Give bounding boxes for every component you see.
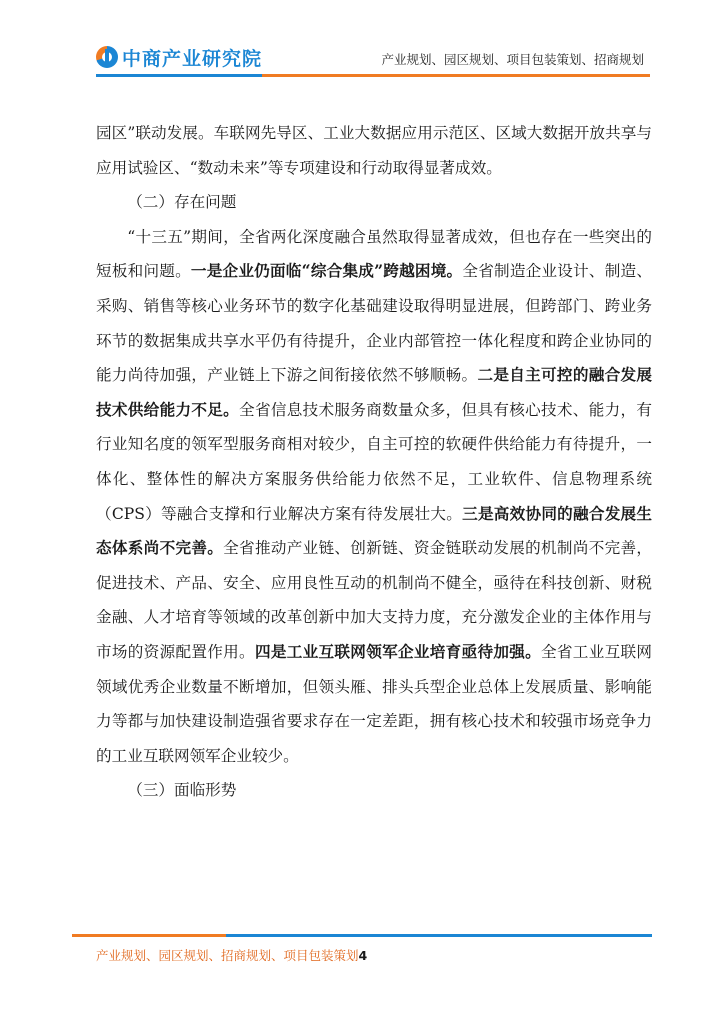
section-heading-problems: （二）存在问题	[127, 193, 237, 212]
page-footer	[96, 946, 367, 964]
emphasis-point-1: 一是企业仍面临“综合集成”跨越困境。	[190, 261, 463, 281]
paragraph-text: 全省推动产业链、创新链、资金链联动发展的机制尚不完善，促进技术、产品、安全、应用良性互动的机制尚不健全，亟待在科技创新、财税金融、人才培育等领域的改革创新中加大支持力度，充分激发企业的主体作用与市场的资源配置作用。	[96, 539, 652, 661]
footer-rule-blue	[226, 934, 652, 937]
footer-tagline: 产业规划、园区规划、招商规划、项目包装策划	[96, 948, 359, 963]
section-heading-situation: （三）面临形势	[127, 781, 237, 800]
emphasis-point-4: 四是工业互联网领军企业培育亟待加强。	[254, 641, 542, 661]
paragraph-text: “十三五”期间，全省两化深度融合虽然取得显著成效，但也存在一些突出的短板和问题。	[96, 227, 652, 281]
header-tagline: 产业规划、园区规划、项目包装策划、招商规划	[381, 52, 644, 67]
emphasis-point-2: 二是自主可控的融合发展技术供给能力不足。	[96, 365, 652, 419]
page-number: 4	[358, 948, 368, 963]
paragraph-text: 全省信息技术服务商数量众多，但具有核心技术、能力，有行业知名度的领军型服务商相对较少，自主可控的软硬件供给能力有待提升，一体化、整体性的解决方案服务供给能力依然不足，工业软件、信息物理系统（CPS）等融合支撑和行业解决方案有待发展壮大。	[96, 400, 652, 523]
paragraph-continued: 园区”联动发展。车联网先导区、工业大数据应用示范区、区域大数据开放共享与应用试验区、“数动未来”等专项建设和行动取得显著成效。	[96, 124, 652, 177]
company-logo	[96, 44, 262, 70]
header-rule-orange	[262, 74, 650, 77]
page-header	[0, 0, 724, 80]
paragraph-text: 全省制造企业设计、制造、采购、销售等核心业务环节的数字化基础建设取得明显进展，但跨部门、跨业务环节的数据集成共享水平仍有待提升，企业内部管控一体化程度和跨企业协同的能力尚待加强，产业链上下游之间衔接依然不够顺畅。	[96, 262, 652, 385]
logo-text: 中商产业研究院	[122, 47, 263, 70]
footer-rule-orange	[72, 934, 226, 937]
emphasis-point-3: 三是高效协同的融合发展生态体系尚不完善。	[96, 503, 652, 558]
paragraph-problems	[96, 220, 652, 774]
logo-mark-icon	[96, 46, 118, 68]
paragraph-text: 全省工业互联网领域优秀企业数量不断增加，但领头雁、排头兵型企业总体上发展质量、影响能力等都与加快建设制造强省要求存在一定差距，拥有核心技术和较强市场竞争力的工业互联网领军企业较少。	[96, 642, 652, 765]
header-rule-blue	[96, 74, 262, 77]
document-body	[96, 116, 652, 808]
